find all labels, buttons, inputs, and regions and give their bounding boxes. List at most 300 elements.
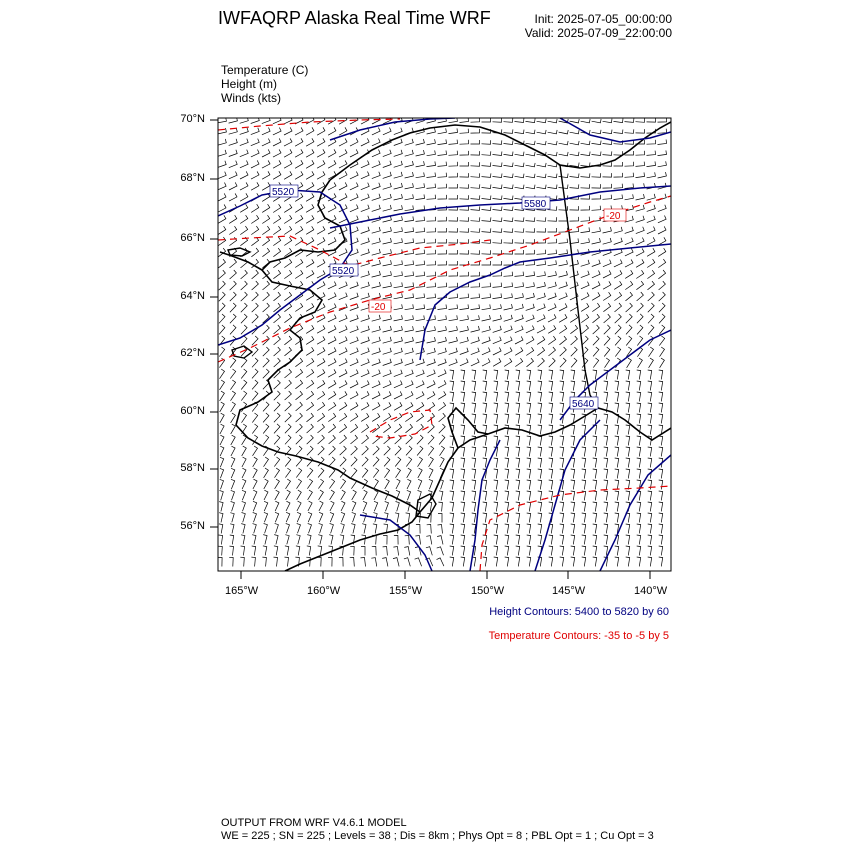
height-label: 5520 xyxy=(272,187,295,198)
wind-barb xyxy=(372,326,381,332)
wind-barb xyxy=(231,435,235,445)
wind-barb xyxy=(319,501,323,511)
wind-barb xyxy=(648,447,652,456)
wind-barb xyxy=(604,381,608,390)
wind-barb xyxy=(559,303,567,311)
wind-barb xyxy=(242,413,247,423)
wind-barb xyxy=(538,524,542,533)
wind-barb xyxy=(393,558,399,567)
wind-barb xyxy=(516,403,520,412)
wind-barb xyxy=(229,182,237,190)
wind-barb xyxy=(460,348,468,355)
wind-barb xyxy=(218,128,227,134)
wind-barb xyxy=(648,502,652,511)
wind-barb xyxy=(220,468,224,478)
wind-barb xyxy=(559,217,568,221)
wind-barb xyxy=(615,347,620,357)
wind-barb xyxy=(339,558,343,567)
wind-barb xyxy=(273,226,280,235)
wind-barb xyxy=(328,358,336,366)
wind-barb xyxy=(625,184,634,189)
wind-barb xyxy=(295,358,302,367)
wind-barb xyxy=(493,140,502,144)
wind-barb xyxy=(515,174,524,178)
wind-barb xyxy=(230,358,236,368)
wind-barb xyxy=(483,392,487,401)
wind-barb xyxy=(252,391,258,401)
wind-barb xyxy=(516,557,520,566)
wind-barb xyxy=(394,304,403,309)
wind-barb xyxy=(405,359,414,366)
wind-barb xyxy=(472,491,476,500)
wind-barb xyxy=(504,326,512,333)
wind-barb xyxy=(626,314,632,323)
wind-barb xyxy=(438,250,447,254)
wind-barb xyxy=(220,435,224,445)
wind-barb xyxy=(460,272,469,276)
wind-barb xyxy=(483,436,487,445)
wind-barb xyxy=(264,512,268,522)
wind-barb xyxy=(526,315,534,322)
wind-barb xyxy=(242,490,246,500)
wind-barb xyxy=(483,480,487,489)
wind-barb xyxy=(494,491,498,500)
wind-barb xyxy=(383,424,390,433)
wind-barb xyxy=(427,272,436,277)
wind-barb xyxy=(383,413,391,421)
wind-barb xyxy=(219,535,223,545)
wind-barb xyxy=(416,228,425,233)
wind-barb xyxy=(615,513,619,522)
wind-barb xyxy=(339,424,346,433)
wind-barb xyxy=(647,237,655,245)
wind-barb xyxy=(284,171,292,179)
wind-barb xyxy=(240,139,248,146)
coastline-west xyxy=(236,180,420,571)
wind-barb xyxy=(526,282,535,287)
wind-barb xyxy=(516,502,520,511)
wind-barb xyxy=(571,381,575,390)
wind-barb xyxy=(383,535,387,544)
wind-barb xyxy=(297,512,301,522)
wind-barb xyxy=(548,260,557,265)
wind-barb xyxy=(252,281,259,290)
wind-barb xyxy=(548,174,557,178)
wind-barb xyxy=(429,468,433,478)
wind-barb xyxy=(426,547,432,556)
model-config: WE = 225 ; SN = 225 ; Levels = 38 ; Dis = 8km ; Phys Opt = 8 ; PBL Opt = 1 ; Cu Opt = 3 xyxy=(221,830,654,842)
wind-barb xyxy=(658,259,665,268)
wind-barb xyxy=(482,207,491,211)
wind-barb xyxy=(537,141,547,145)
wind-barb xyxy=(263,325,270,334)
wind-barb xyxy=(372,183,380,190)
wind-barb xyxy=(449,250,458,254)
field-winds: Winds (kts) xyxy=(221,91,281,105)
wind-barb xyxy=(220,479,224,489)
wind-barb xyxy=(350,337,358,344)
wind-barb xyxy=(615,447,619,456)
wind-barb xyxy=(427,283,436,288)
wind-barb xyxy=(636,248,644,256)
wind-barb xyxy=(538,502,542,511)
wind-barb xyxy=(416,194,425,199)
wind-barb xyxy=(350,293,358,300)
wind-barb xyxy=(394,128,402,135)
wind-barb xyxy=(418,479,422,489)
wind-barb xyxy=(461,370,465,379)
wind-barb xyxy=(626,381,630,390)
wind-barb xyxy=(362,435,369,444)
wind-barb xyxy=(394,172,403,178)
wind-barb xyxy=(526,174,535,178)
wind-barb xyxy=(449,359,457,366)
wind-barb xyxy=(383,315,392,321)
wind-barb xyxy=(504,283,513,288)
wind-barb xyxy=(483,535,487,544)
wind-barb xyxy=(615,557,619,566)
wind-barb xyxy=(658,205,666,212)
wind-barb xyxy=(637,370,641,379)
wind-barb xyxy=(449,239,458,243)
wind-barb xyxy=(560,458,564,467)
wind-barb xyxy=(648,546,652,555)
wind-barb xyxy=(494,535,498,544)
temperature-label: -20 xyxy=(606,211,621,222)
wind-barb xyxy=(626,557,630,566)
wind-barb xyxy=(361,172,369,179)
wind-barb xyxy=(648,480,652,489)
wind-barb xyxy=(472,502,476,511)
wind-barb xyxy=(251,215,258,223)
wind-barb xyxy=(625,173,634,178)
wind-barb xyxy=(404,547,409,556)
wind-barb xyxy=(405,536,410,545)
wind-barb xyxy=(262,557,266,566)
wind-barb xyxy=(460,129,469,134)
wind-barb xyxy=(220,413,224,423)
wind-barb xyxy=(274,336,281,345)
wind-barb xyxy=(648,535,652,544)
wind-barb xyxy=(306,259,314,267)
wind-barb xyxy=(251,204,259,212)
wind-barb xyxy=(317,402,324,411)
wind-barb xyxy=(637,546,641,555)
wind-barb xyxy=(395,457,401,467)
wind-barb xyxy=(339,149,347,157)
wind-barb xyxy=(264,501,268,511)
wind-barb xyxy=(504,337,512,344)
wind-barb xyxy=(328,293,336,300)
wind-barb xyxy=(317,358,325,366)
wind-barb xyxy=(330,501,334,511)
wind-barb xyxy=(383,359,392,366)
wind-barb xyxy=(438,151,447,156)
wind-barb xyxy=(230,369,235,379)
wind-barb xyxy=(263,358,269,367)
wind-barb xyxy=(647,140,656,144)
wind-barb xyxy=(494,425,498,434)
wind-barb xyxy=(483,403,487,412)
wind-barb xyxy=(482,315,491,321)
wind-barb xyxy=(493,261,502,265)
wind-barb xyxy=(297,501,301,511)
wind-barb xyxy=(395,513,399,523)
wind-barb xyxy=(450,469,454,478)
wind-barb xyxy=(297,524,301,534)
wind-barb xyxy=(593,513,597,522)
wind-barb xyxy=(340,479,345,489)
wind-barb xyxy=(295,380,302,389)
wind-barb xyxy=(526,141,536,145)
wind-barb xyxy=(570,141,580,145)
wind-barb xyxy=(350,282,358,289)
wind-barb xyxy=(252,303,259,312)
wind-barb xyxy=(284,259,291,268)
wind-barb xyxy=(615,325,621,334)
wind-barb xyxy=(317,138,325,146)
wind-barb xyxy=(262,215,269,223)
wind-barb xyxy=(604,425,608,434)
wind-barb xyxy=(405,172,414,178)
wind-barb xyxy=(537,119,547,123)
wind-barb xyxy=(416,304,425,309)
wind-barb xyxy=(615,436,619,445)
wind-barb xyxy=(438,305,447,310)
wind-barb xyxy=(229,215,237,223)
wind-barb xyxy=(394,391,402,399)
model-info: OUTPUT FROM WRF V4.6.1 MODEL xyxy=(221,817,407,829)
wind-barb xyxy=(625,162,634,166)
wind-barb xyxy=(218,139,227,145)
wind-barb xyxy=(372,139,380,146)
wind-barb xyxy=(493,218,502,222)
wind-barb xyxy=(427,380,435,388)
wind-barb xyxy=(527,535,531,544)
wind-barb xyxy=(352,512,356,522)
wind-barb xyxy=(317,226,325,234)
lat-label: 66°N xyxy=(180,232,205,244)
wind-barb xyxy=(231,468,235,478)
wind-barb xyxy=(548,152,558,156)
wind-barb xyxy=(559,141,569,145)
wind-barb xyxy=(603,303,610,312)
wind-barb xyxy=(372,161,380,168)
wind-barb xyxy=(361,205,369,212)
wind-barb xyxy=(306,369,313,377)
wind-barb xyxy=(515,239,524,243)
wind-barb xyxy=(493,337,501,344)
wind-barb xyxy=(493,185,503,189)
wind-barb xyxy=(263,546,267,556)
wind-barb xyxy=(660,358,665,368)
wind-barb xyxy=(482,304,491,309)
wind-barb xyxy=(295,303,302,311)
wind-barb xyxy=(593,347,599,356)
wind-barb xyxy=(296,468,301,478)
wind-barb xyxy=(405,216,414,221)
wind-barb xyxy=(350,348,358,355)
wind-barb xyxy=(273,215,280,223)
wind-barb xyxy=(339,282,347,289)
wind-barb xyxy=(328,391,336,399)
init-time: Init: 2025-07-05_00:00:00 xyxy=(534,12,672,26)
wind-barb xyxy=(636,227,644,234)
wind-barb xyxy=(242,501,246,511)
wind-barb xyxy=(460,195,469,199)
wind-barb xyxy=(592,152,602,156)
wind-barb xyxy=(339,293,347,300)
wind-barb xyxy=(527,447,531,456)
wind-barb xyxy=(253,490,257,500)
wind-barb xyxy=(307,535,311,545)
wind-barb xyxy=(404,558,410,567)
wind-barb xyxy=(296,546,300,556)
wind-barb xyxy=(274,358,281,367)
wind-barb xyxy=(647,205,656,212)
wind-barb xyxy=(625,227,634,234)
wind-barb xyxy=(285,424,291,433)
wind-barb xyxy=(637,535,641,544)
wind-barb xyxy=(615,370,619,379)
wind-barb xyxy=(405,315,414,320)
wind-barb xyxy=(306,182,314,190)
wind-barb xyxy=(274,457,279,467)
wind-barb xyxy=(286,479,291,489)
wind-barb xyxy=(383,381,391,388)
wind-barb xyxy=(625,249,633,256)
lat-label: 64°N xyxy=(180,290,205,302)
height-contour-arctic xyxy=(330,118,455,140)
wind-barb xyxy=(405,304,414,309)
wind-barb xyxy=(581,314,588,322)
wind-barb xyxy=(647,216,655,223)
wind-barb xyxy=(220,391,225,401)
wind-barb xyxy=(350,370,358,377)
wind-barb xyxy=(549,358,555,367)
wind-barb xyxy=(658,118,667,122)
wind-barb xyxy=(264,457,269,467)
wind-barb xyxy=(328,424,335,433)
plot-title: IWFAQRP Alaska Real Time WRF xyxy=(218,8,491,28)
wind-barb xyxy=(482,348,490,355)
wind-barb xyxy=(361,238,370,245)
wind-barb xyxy=(504,118,513,122)
wind-barb xyxy=(449,272,458,276)
wind-barb xyxy=(504,358,512,366)
wind-barb xyxy=(416,348,425,354)
wind-barb xyxy=(274,402,280,411)
wind-barb xyxy=(647,248,655,256)
wind-barb xyxy=(438,184,447,188)
wind-barb xyxy=(571,535,575,544)
wind-barb xyxy=(218,557,222,566)
wind-barb xyxy=(494,436,498,445)
wind-barb xyxy=(405,205,414,210)
wind-barb xyxy=(582,513,586,522)
wind-barb xyxy=(493,250,502,254)
wind-barb xyxy=(240,150,248,157)
wind-barb xyxy=(581,282,589,289)
wind-barb xyxy=(603,260,611,267)
wind-barb xyxy=(615,392,619,401)
wind-barb xyxy=(505,381,509,390)
wind-barb xyxy=(560,447,564,456)
wind-barb xyxy=(604,480,608,489)
wind-barb xyxy=(438,402,445,410)
wind-barb xyxy=(637,513,641,522)
wind-barb xyxy=(286,524,290,534)
wind-barb xyxy=(437,547,444,555)
wind-barb xyxy=(505,403,509,412)
wind-barb xyxy=(449,162,458,166)
wind-barb xyxy=(636,162,645,167)
wind-barb xyxy=(526,163,536,167)
wind-barb xyxy=(604,458,608,467)
wind-barb xyxy=(361,359,369,366)
wind-barb xyxy=(460,337,469,343)
wind-barb xyxy=(372,172,380,179)
wind-barb xyxy=(240,128,249,135)
wind-barb xyxy=(394,260,403,265)
wind-barb xyxy=(307,546,311,556)
wind-barb xyxy=(394,402,402,410)
wind-barb xyxy=(394,337,403,343)
wind-barb xyxy=(416,250,425,255)
wind-barb xyxy=(438,502,442,511)
wind-barb xyxy=(241,303,247,312)
wind-barb xyxy=(549,546,553,555)
wind-barb xyxy=(493,326,502,333)
wind-barb xyxy=(263,281,270,290)
wind-barb xyxy=(559,174,569,178)
wind-barb xyxy=(317,557,321,566)
wind-barb xyxy=(559,152,569,156)
wind-barb xyxy=(407,490,411,500)
wind-barb xyxy=(471,304,480,309)
wind-barb xyxy=(339,337,347,344)
wind-barb xyxy=(450,557,454,566)
wind-barb xyxy=(548,314,556,322)
wind-barb xyxy=(538,358,545,367)
wind-barb xyxy=(526,185,535,189)
wind-barb xyxy=(648,458,652,467)
wind-barb xyxy=(428,435,434,444)
wind-barb xyxy=(417,424,424,433)
wind-barb xyxy=(285,369,292,378)
wind-barb xyxy=(516,491,520,500)
wind-barb xyxy=(548,282,557,288)
wind-barb xyxy=(504,185,514,189)
wind-barb xyxy=(637,292,644,301)
wind-barb xyxy=(275,479,280,489)
wind-barb xyxy=(427,195,436,200)
wind-barb xyxy=(341,490,346,500)
wind-barb xyxy=(461,458,465,467)
wind-barb xyxy=(253,513,257,523)
wind-barb xyxy=(581,119,591,123)
wind-barb xyxy=(231,413,236,423)
wind-barb xyxy=(262,149,270,157)
wind-barb xyxy=(219,314,225,323)
wind-barb xyxy=(659,403,663,412)
wind-barb xyxy=(494,370,498,379)
wind-barb xyxy=(593,546,597,555)
wind-barb xyxy=(350,558,355,567)
wind-barb xyxy=(648,414,652,423)
wind-barb xyxy=(406,446,412,456)
wind-barb xyxy=(581,163,591,167)
